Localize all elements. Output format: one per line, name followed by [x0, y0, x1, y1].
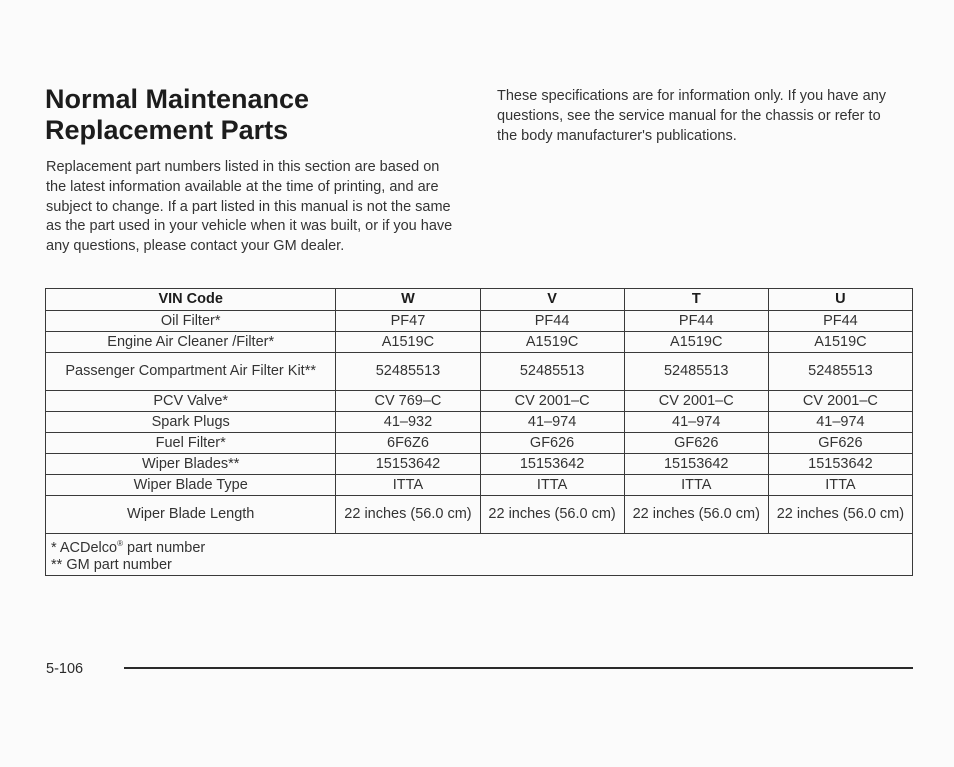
footnotes	[46, 534, 913, 576]
header-w: W	[336, 289, 480, 311]
cell: A1519C	[480, 332, 624, 353]
footnote-acdelco	[51, 535, 907, 557]
footnote-acdelco-text: * ACDelco	[51, 539, 118, 556]
footnote-gm: ** GM part number	[51, 556, 172, 573]
row-label: Fuel Filter*	[46, 433, 336, 454]
row-label: Wiper Blade Type	[46, 475, 336, 496]
header-vin-code: VIN Code	[46, 289, 336, 311]
cell: 52485513	[336, 353, 480, 391]
cell: 52485513	[768, 353, 912, 391]
header-u: U	[768, 289, 912, 311]
cell: 15153642	[480, 454, 624, 475]
table-row	[46, 332, 913, 353]
cell: PF47	[336, 311, 480, 332]
table-row	[46, 433, 913, 454]
cell: PF44	[480, 311, 624, 332]
page-number: 5-106	[46, 661, 84, 677]
row-label: Passenger Compartment Air Filter Kit**	[46, 353, 336, 391]
table-row	[46, 454, 913, 475]
cell: 41–974	[624, 412, 768, 433]
cell: CV 2001–C	[768, 391, 912, 412]
page-title: Normal Maintenance Replacement Parts	[45, 84, 310, 145]
cell: CV 2001–C	[624, 391, 768, 412]
cell: A1519C	[336, 332, 480, 353]
info-paragraph: These specifications are for information only. If you have any questions, see the service manual for the chassis or refer to the body manufacturer's publications.	[497, 88, 887, 144]
cell: 22 inches (56.0 cm)	[768, 496, 912, 534]
table-row	[46, 311, 913, 332]
cell: 15153642	[336, 454, 480, 475]
cell: 52485513	[624, 353, 768, 391]
footer-rule	[124, 667, 913, 669]
table-row	[46, 412, 913, 433]
cell: 15153642	[768, 454, 912, 475]
table-row	[46, 353, 913, 391]
footnote-acdelco-suffix: part number	[123, 539, 206, 556]
cell: GF626	[624, 433, 768, 454]
cell: GF626	[480, 433, 624, 454]
cell: 52485513	[480, 353, 624, 391]
cell: CV 769–C	[336, 391, 480, 412]
cell: GF626	[768, 433, 912, 454]
cell: 41–974	[480, 412, 624, 433]
row-label: PCV Valve*	[46, 391, 336, 412]
cell: CV 2001–C	[480, 391, 624, 412]
cell: 22 inches (56.0 cm)	[336, 496, 480, 534]
cell: A1519C	[768, 332, 912, 353]
header-t: T	[624, 289, 768, 311]
cell: 15153642	[624, 454, 768, 475]
cell: 22 inches (56.0 cm)	[480, 496, 624, 534]
cell: 22 inches (56.0 cm)	[624, 496, 768, 534]
cell: PF44	[768, 311, 912, 332]
cell: ITTA	[624, 475, 768, 496]
cell: 6F6Z6	[336, 433, 480, 454]
row-label: Wiper Blades**	[46, 454, 336, 475]
intro-paragraph: Replacement part numbers listed in this section are based on the latest information available at the time of printing, and are subject to change. If a part listed in this manual is not the same as the part used in your vehicle when it was built, or if you have any questions, please contact your GM dealer.	[46, 159, 453, 255]
cell: PF44	[624, 311, 768, 332]
table-header-row	[46, 289, 913, 311]
table-row	[46, 475, 913, 496]
header-v: V	[480, 289, 624, 311]
table-row	[46, 391, 913, 412]
cell: ITTA	[480, 475, 624, 496]
table-row	[46, 496, 913, 534]
cell: 41–932	[336, 412, 480, 433]
footnote-row	[46, 534, 913, 576]
cell: ITTA	[768, 475, 912, 496]
cell: ITTA	[336, 475, 480, 496]
registered-mark: ®	[117, 539, 123, 548]
cell: 41–974	[768, 412, 912, 433]
row-label: Oil Filter*	[46, 311, 336, 332]
replacement-parts-table	[45, 288, 913, 576]
row-label: Engine Air Cleaner /Filter*	[46, 332, 336, 353]
row-label: Wiper Blade Length	[46, 496, 336, 534]
row-label: Spark Plugs	[46, 412, 336, 433]
cell: A1519C	[624, 332, 768, 353]
